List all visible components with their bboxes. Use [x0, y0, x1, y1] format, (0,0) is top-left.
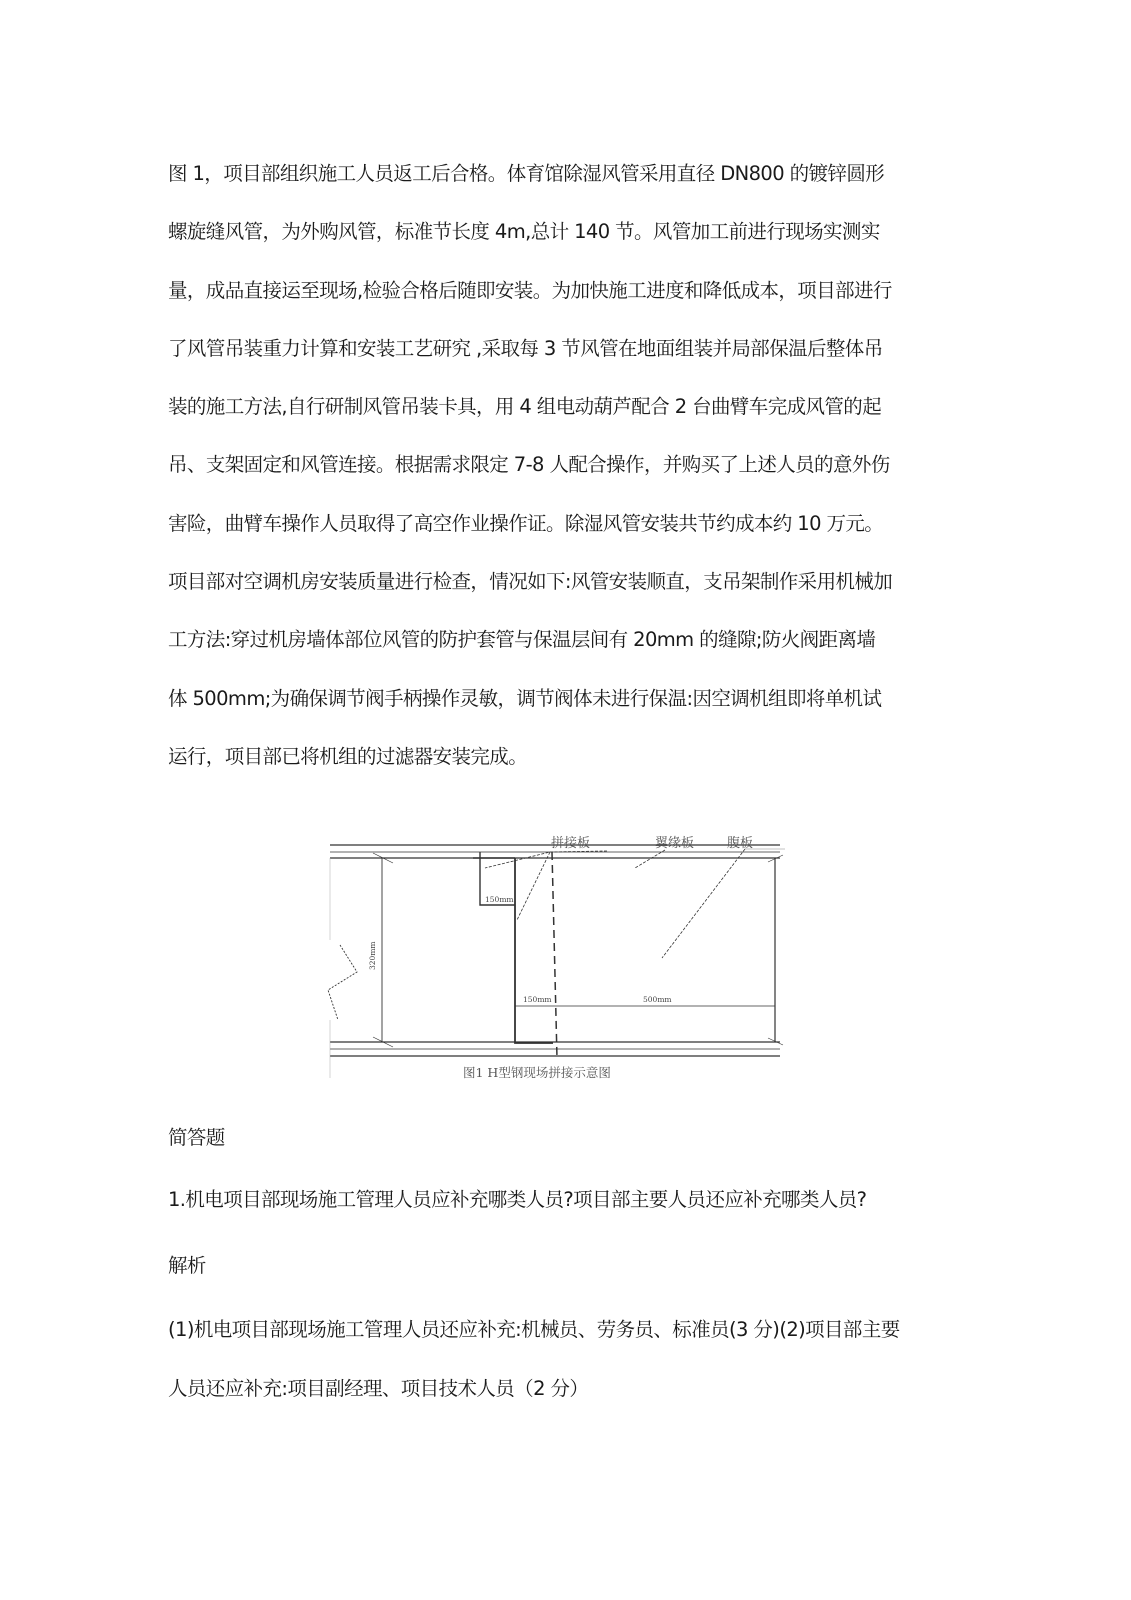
- paragraph-line: 工方法:穿过机房墙体部位风管的防护套管与保温层间有 20mm 的缝隙;防火阀距离墙: [168, 628, 876, 652]
- web-label-leader: [662, 849, 745, 958]
- flange-label-leader: [635, 850, 665, 868]
- web-span-dimension: 500mm: [643, 995, 672, 1004]
- top-notch-dimension: 150mm: [485, 895, 514, 904]
- paragraph-line: 装的施工方法,自行研制风管吊装卡具，用 4 组电动葫芦配合 2 台曲臂车完成风管的起: [168, 395, 882, 419]
- section-title: 简答题: [168, 1126, 225, 1149]
- analysis-title: 解析: [168, 1254, 206, 1277]
- paragraph-line: 吊、支架固定和风管连接。根据需求限定 7-8 人配合操作，并购买了上述人员的意外伤: [168, 453, 890, 477]
- question-text: 1.机电项目部现场施工管理人员应补充哪类人员?项目部主要人员还应补充哪类人员?: [168, 1188, 867, 1211]
- paragraph-line: 图 1，项目部组织施工人员返工后合格。体育馆除湿风管采用直径 DN800 的镀锌圆形: [168, 162, 885, 185]
- paragraph-line: 项目部对空调机房安装质量进行检查，情况如下:风管安装顺直，支吊架制作采用机械加: [168, 570, 893, 594]
- paragraph-line: 体 500mm;为确保调节阀手柄操作灵敏，调节阀体未进行保温:因空调机组即将单机试: [168, 686, 882, 710]
- h-beam-splice-diagram: [325, 800, 785, 1090]
- flange-plate-label: 翼缘板: [655, 836, 695, 851]
- paragraph-line: 量，成品直接运至现场,检验合格后随即安装。为加快施工进度和降低成本，项目部进行: [168, 278, 892, 302]
- height-dimension: 320mm: [368, 941, 377, 970]
- paragraph-line: 螺旋缝风管，为外购风管，标准节长度 4m,总计 140 节。风管加工前进行现场实测实: [168, 220, 880, 244]
- paragraph-line: 运行，项目部已将机组的过滤器安装完成。: [168, 744, 528, 768]
- case-paragraph: [168, 145, 958, 786]
- web-plate-label: 腹板: [727, 836, 754, 851]
- answer-line: (1)机电项目部现场施工管理人员还应补充:机械员、劳务员、标准员(3 分)(2)项目部主要: [168, 1318, 900, 1341]
- figure-caption: 图1 H型钢现场拼接示意图: [463, 1065, 611, 1080]
- splice-label-leader: [485, 851, 607, 868]
- paragraph-line: 了风管吊装重力计算和安装工艺研究 ,采取每 3 节风管在地面组装并局部保温后整体吊: [168, 336, 883, 360]
- splice-plate-label: 拼接板: [551, 836, 591, 851]
- paragraph-line: 害险，曲臂车操作人员取得了高空作业操作证。除湿风管安装共节约成本约 10 万元。: [168, 511, 884, 535]
- splice-joint-line: [552, 852, 557, 1058]
- break-symbol: [328, 945, 357, 1020]
- answer-line: 人员还应补充:项目副经理、项目技术人员（2 分）: [168, 1377, 589, 1400]
- bottom-offset-dimension: 150mm: [523, 995, 552, 1004]
